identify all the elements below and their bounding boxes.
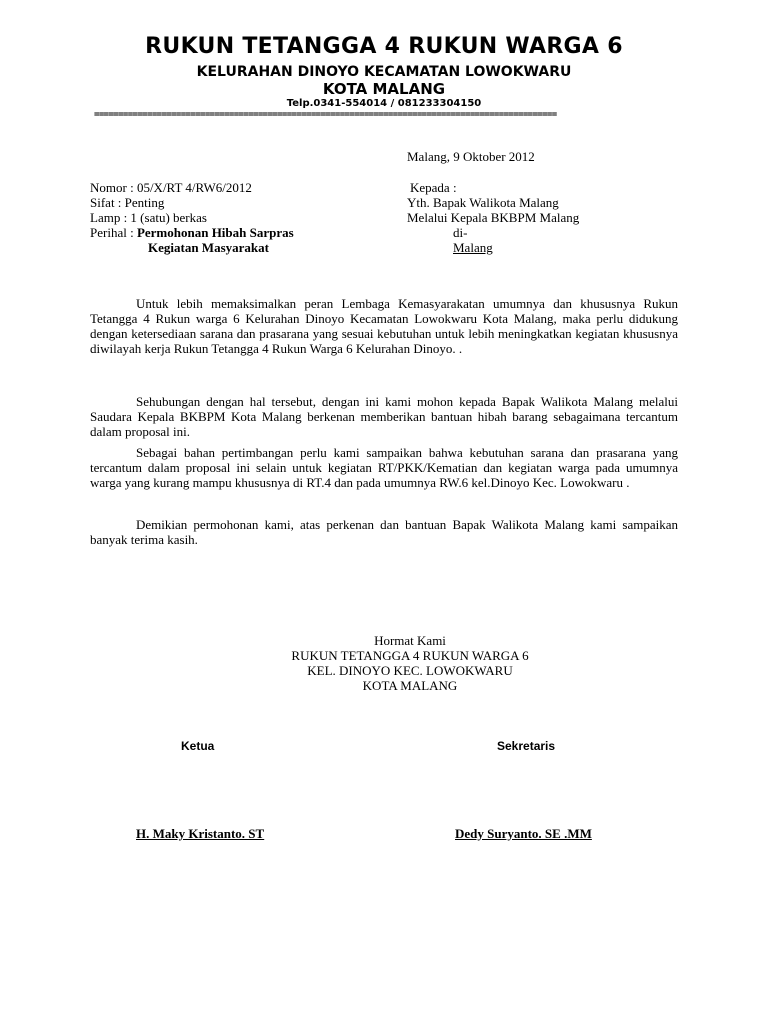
signature-role-ketua: Ketua <box>181 739 215 753</box>
recipient-line2: Melalui Kepala BKBPM Malang <box>407 210 580 225</box>
closing-org-line3: KOTA MALANG <box>362 678 458 693</box>
closing-greeting: Hormat Kami <box>374 633 446 648</box>
recipient-di: di- <box>453 225 468 240</box>
recipient-line1: Yth. Bapak Walikota Malang <box>407 195 559 210</box>
body-paragraph-2: Sehubungan dengan hal tersebut, dengan ini kami mohon kepada Bapak Walikota Malang melalui Saudara Kepala BKBPM Kota Malang berkenan memberikan bantuan hibah barang sebagaimana tercantum dalam proposal ini. <box>90 394 678 439</box>
letterhead-divider: ================================================================================================ <box>94 110 557 120</box>
meta-sifat: Sifat : Penting <box>90 195 165 210</box>
meta-perihal-subject-line2: Kegiatan Masyarakat <box>148 240 269 255</box>
recipient-kepada: Kepada : <box>410 180 457 195</box>
closing-block <box>0 633 768 693</box>
meta-nomor: Nomor : 05/X/RT 4/RW6/2012 <box>90 180 252 195</box>
letterhead-title: RUKUN TETANGGA 4 RUKUN WARGA 6 <box>145 34 623 59</box>
meta-lamp: Lamp : 1 (satu) berkas <box>90 210 207 225</box>
signature-name-sekretaris: Dedy Suryanto. SE .MM <box>455 826 592 841</box>
body-paragraph-1: Untuk lebih memaksimalkan peran Lembaga Kemasyarakatan umumnya dan khususnya Rukun Tetangga 4 Rukun warga 6 Kelurahan Dinoyo Kecamatan Lowokwaru Kota Malang, maka perlu didukung dengan ketersediaan sarana dan prasarana yang sesuai kebutuhan untuk lebih meningkatkan kegiatan khususnya diwilayah kerja Rukun Tetangga 4 Rukun Warga 6 Kelurahan Dinoyo. . <box>90 296 678 356</box>
date-line: Malang, 9 Oktober 2012 <box>407 149 535 164</box>
signature-role-sekretaris: Sekretaris <box>497 739 556 753</box>
body-paragraph-4: Demikian permohonan kami, atas perkenan dan bantuan Bapak Walikota Malang kami sampaikan banyak terima kasih. <box>90 517 678 547</box>
recipient-place: Malang <box>453 240 493 255</box>
closing-org-line1: RUKUN TETANGGA 4 RUKUN WARGA 6 <box>291 648 529 663</box>
letterhead-phone: Telp.0341-554014 / 081233304150 <box>286 98 482 109</box>
body-paragraph-3: Sebagai bahan pertimbangan perlu kami sampaikan bahwa kebutuhan sarana dan prasarana yang tercantum dalam proposal ini selain untuk kegiatan RT/PKK/Kematian dan kegiatan warga pada umumnya warga yang kurang mampu khususnya di RT.4 dan pada umumnya RW.6 kel.Dinoyo Kec. Lowokwaru . <box>90 445 678 490</box>
letterhead-city: KOTA MALANG <box>322 80 446 98</box>
meta-perihal-subject: Permohonan Hibah Sarpras <box>136 225 294 240</box>
meta-perihal <box>90 225 294 240</box>
letterhead-subtitle: KELURAHAN DINOYO KECAMATAN LOWOKWARU <box>196 64 572 80</box>
closing-org-line2: KEL. DINOYO KEC. LOWOKWARU <box>307 663 513 678</box>
meta-perihal-label: Perihal : <box>90 225 137 240</box>
signature-name-ketua: H. Maky Kristanto. ST <box>136 826 265 841</box>
